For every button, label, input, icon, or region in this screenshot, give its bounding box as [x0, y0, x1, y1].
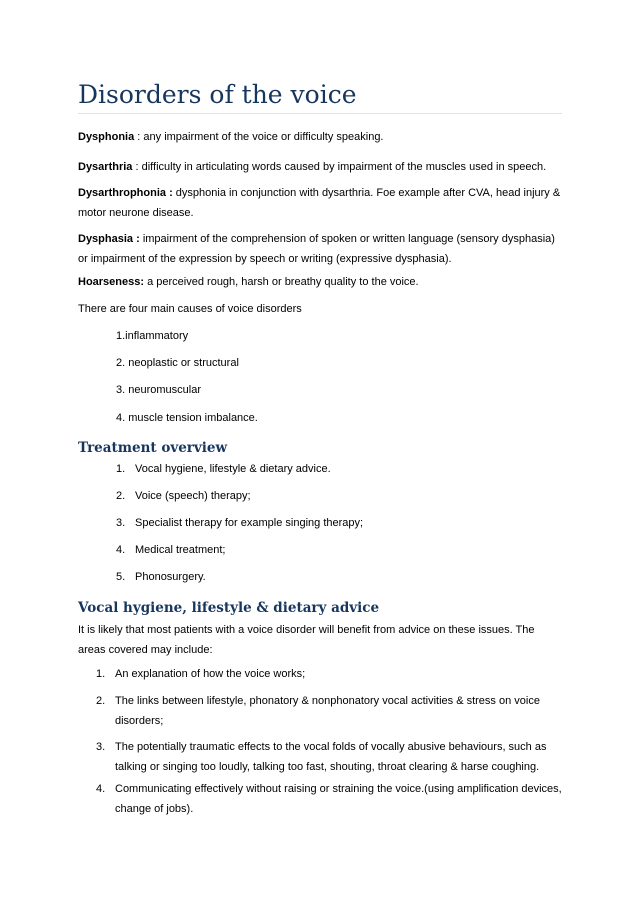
definition-dysarthria — [78, 157, 562, 177]
advice-item — [96, 779, 562, 819]
definition-term: Dysarthrophonia : — [78, 187, 173, 199]
definition-dysarthrophonia — [78, 183, 562, 223]
treatment-item — [116, 459, 331, 479]
list-text: Phonosurgery. — [135, 571, 206, 583]
definition-text: a perceived rough, harsh or breathy quality to the voice. — [147, 276, 419, 288]
causes-intro: There are four main causes of voice disorders — [78, 303, 302, 315]
treatment-heading: Treatment overview — [78, 440, 228, 456]
treatment-item — [116, 567, 206, 587]
cause-item: 2. neoplastic or structural — [116, 357, 239, 369]
page-title: Disorders of the voice — [78, 77, 562, 114]
advice-item — [96, 664, 562, 684]
treatment-item — [116, 540, 225, 560]
cause-item: 4. muscle tension imbalance. — [116, 412, 258, 424]
list-number: 3. — [116, 517, 126, 529]
list-number: 3. — [96, 741, 106, 753]
treatment-item — [116, 513, 363, 533]
list-number: 4. — [116, 544, 126, 556]
list-text: Medical treatment; — [135, 544, 226, 556]
definition-text: any impairment of the voice or difficulty speaking. — [143, 131, 384, 143]
list-text: The links between lifestyle, phonatory & nonphonatory vocal activities & stress on voice disorders; — [115, 695, 540, 727]
list-number: 5. — [116, 571, 126, 583]
list-number: 4. — [96, 783, 106, 795]
list-text: An explanation of how the voice works; — [115, 668, 306, 680]
definition-term: Dysarthria — [78, 161, 133, 173]
list-text: Vocal hygiene, lifestyle & dietary advice. — [135, 463, 331, 475]
definition-text: dysphonia in conjunction with dysarthria. Foe example after CVA, head injury & motor neurone disease. — [78, 187, 561, 219]
list-text: Specialist therapy for example singing therapy; — [135, 517, 364, 529]
advice-item — [96, 691, 562, 731]
definition-term: Dysphonia — [78, 131, 135, 143]
list-text: Voice (speech) therapy; — [135, 490, 251, 502]
treatment-item — [116, 486, 251, 506]
vocal-hygiene-intro: It is likely that most patients with a voice disorder will benefit from advice on these issues. The areas covered may include: — [78, 624, 535, 656]
advice-item — [96, 737, 562, 777]
definition-separator: : — [132, 161, 142, 173]
list-number: 2. — [116, 490, 126, 502]
definition-term: Dysphasia : — [78, 233, 140, 245]
definition-text: difficulty in articulating words caused by impairment of the muscles used in speech. — [141, 161, 547, 173]
vocal-hygiene-heading: Vocal hygiene, lifestyle & dietary advice — [78, 600, 380, 616]
definition-hoarseness — [78, 272, 562, 292]
list-number: 1. — [116, 463, 126, 475]
definition-term: Hoarseness: — [78, 276, 145, 288]
cause-item: 3. neuromuscular — [116, 384, 201, 396]
definition-dysphasia — [78, 229, 562, 269]
list-text: The potentially traumatic effects to the vocal folds of vocally abusive behaviours, such as talking or singing too loudly, talking too fast, shouting, throat clearing & harse coughing. — [115, 741, 547, 773]
cause-item: 1.inflammatory — [116, 330, 189, 342]
list-text: Communicating effectively without raising or straining the voice.(using amplification devices, change of jobs). — [115, 783, 562, 815]
definition-text: impairment of the comprehension of spoken or written language (sensory dysphasia) or impairment of the expression by speech or writing (expressive dysphasia). — [78, 233, 555, 265]
list-number: 2. — [96, 695, 106, 707]
definition-separator: : — [134, 131, 144, 143]
definition-dysphonia — [78, 127, 562, 147]
list-number: 1. — [96, 668, 106, 680]
